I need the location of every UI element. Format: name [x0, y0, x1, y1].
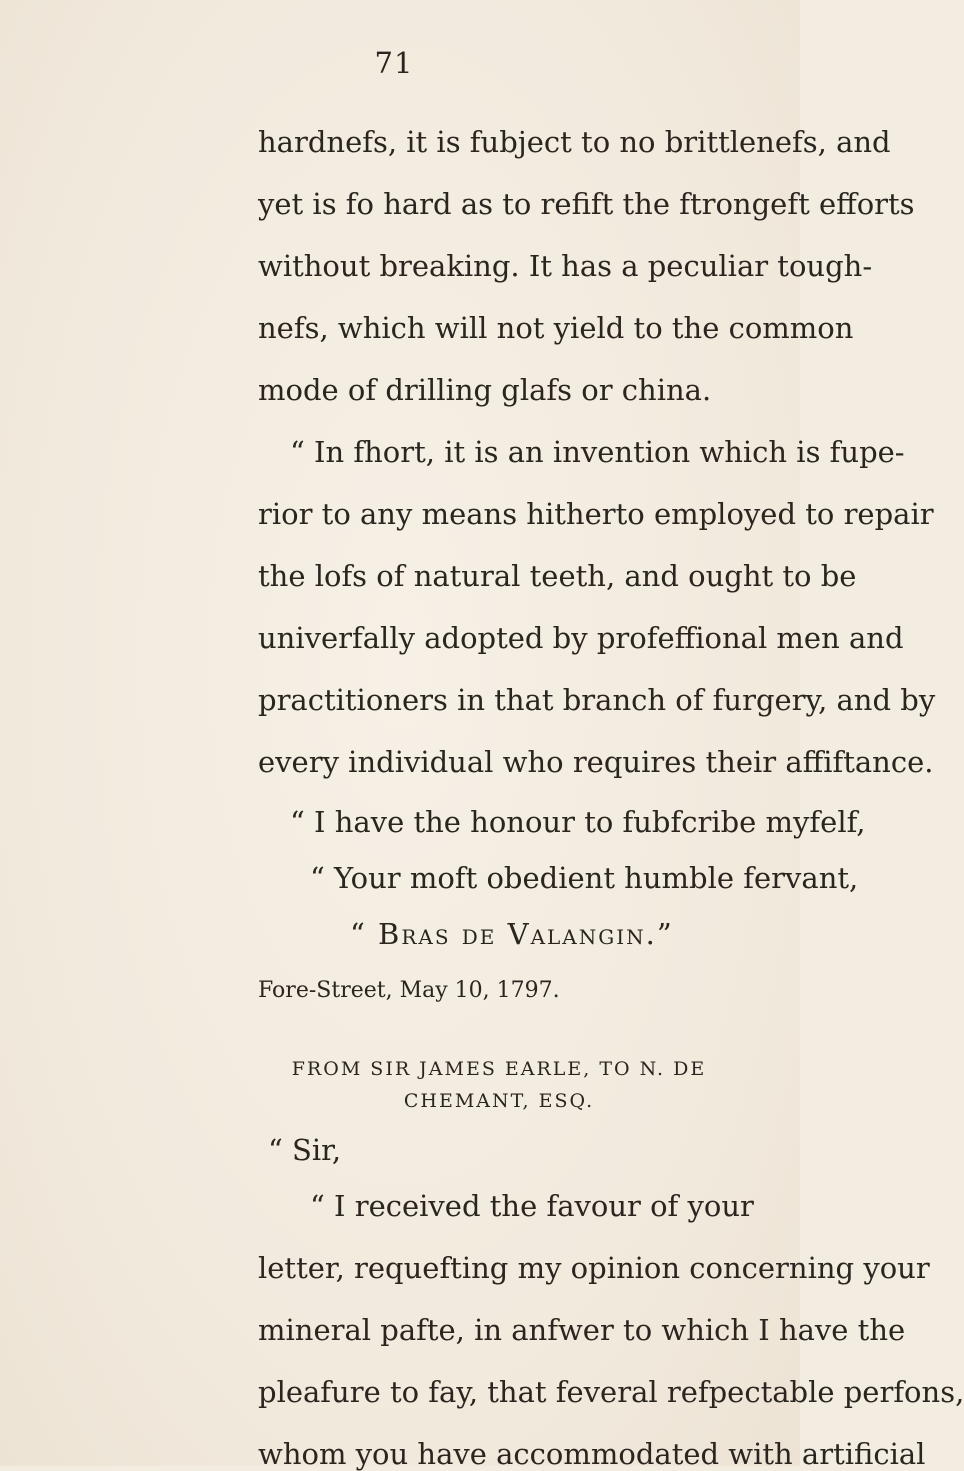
text-line: letter, requefting my opinion concerning your — [258, 1251, 930, 1285]
letter-heading-line: FROM SIR JAMES EARLE, TO N. DE — [291, 1058, 707, 1080]
text-line: the lofs of natural teeth, and ought to be — [258, 559, 857, 593]
dateline: Fore-Street, May 10, 1797. — [258, 978, 560, 1003]
text-line: every individual who requires their affiftance. — [258, 745, 934, 779]
text-line: hardnefs, it is fubject to no brittlenefs, and — [258, 125, 891, 159]
text-line: univerfally adopted by profeffional men and — [258, 621, 904, 655]
text-line: pleafure to fay, that feveral refpectable perfons, — [258, 1375, 964, 1409]
text-line: without breaking. It has a peculiar tough- — [258, 249, 873, 283]
text-line: nefs, which will not yield to the common — [258, 311, 854, 345]
closing-line: “ I have the honour to fubfcribe myfelf, — [290, 805, 866, 839]
text-line: yet is fo hard as to refift the ftrongeft efforts — [258, 187, 915, 221]
salutation: “ Sir, — [268, 1133, 342, 1167]
page-number: 71 — [374, 46, 414, 80]
text-line: mineral pafte, in anfwer to which I have the — [258, 1313, 906, 1347]
text-line: whom you have accommodated with artificial — [258, 1437, 926, 1471]
text-line: mode of drilling glafs or china. — [258, 373, 712, 407]
text-line: practitioners in that branch of furgery, and by — [258, 683, 936, 717]
closing-line: “ Your moft obedient humble fervant, — [310, 861, 859, 895]
text-line: “ In fhort, it is an invention which is fupe- — [290, 435, 905, 469]
text-line: rior to any means hitherto employed to repair — [258, 497, 934, 531]
signature: “ Bras de Valangin.” — [350, 917, 674, 951]
text-line: “ I received the favour of your — [310, 1189, 754, 1223]
letter-heading-line: CHEMANT, ESQ. — [403, 1090, 595, 1112]
